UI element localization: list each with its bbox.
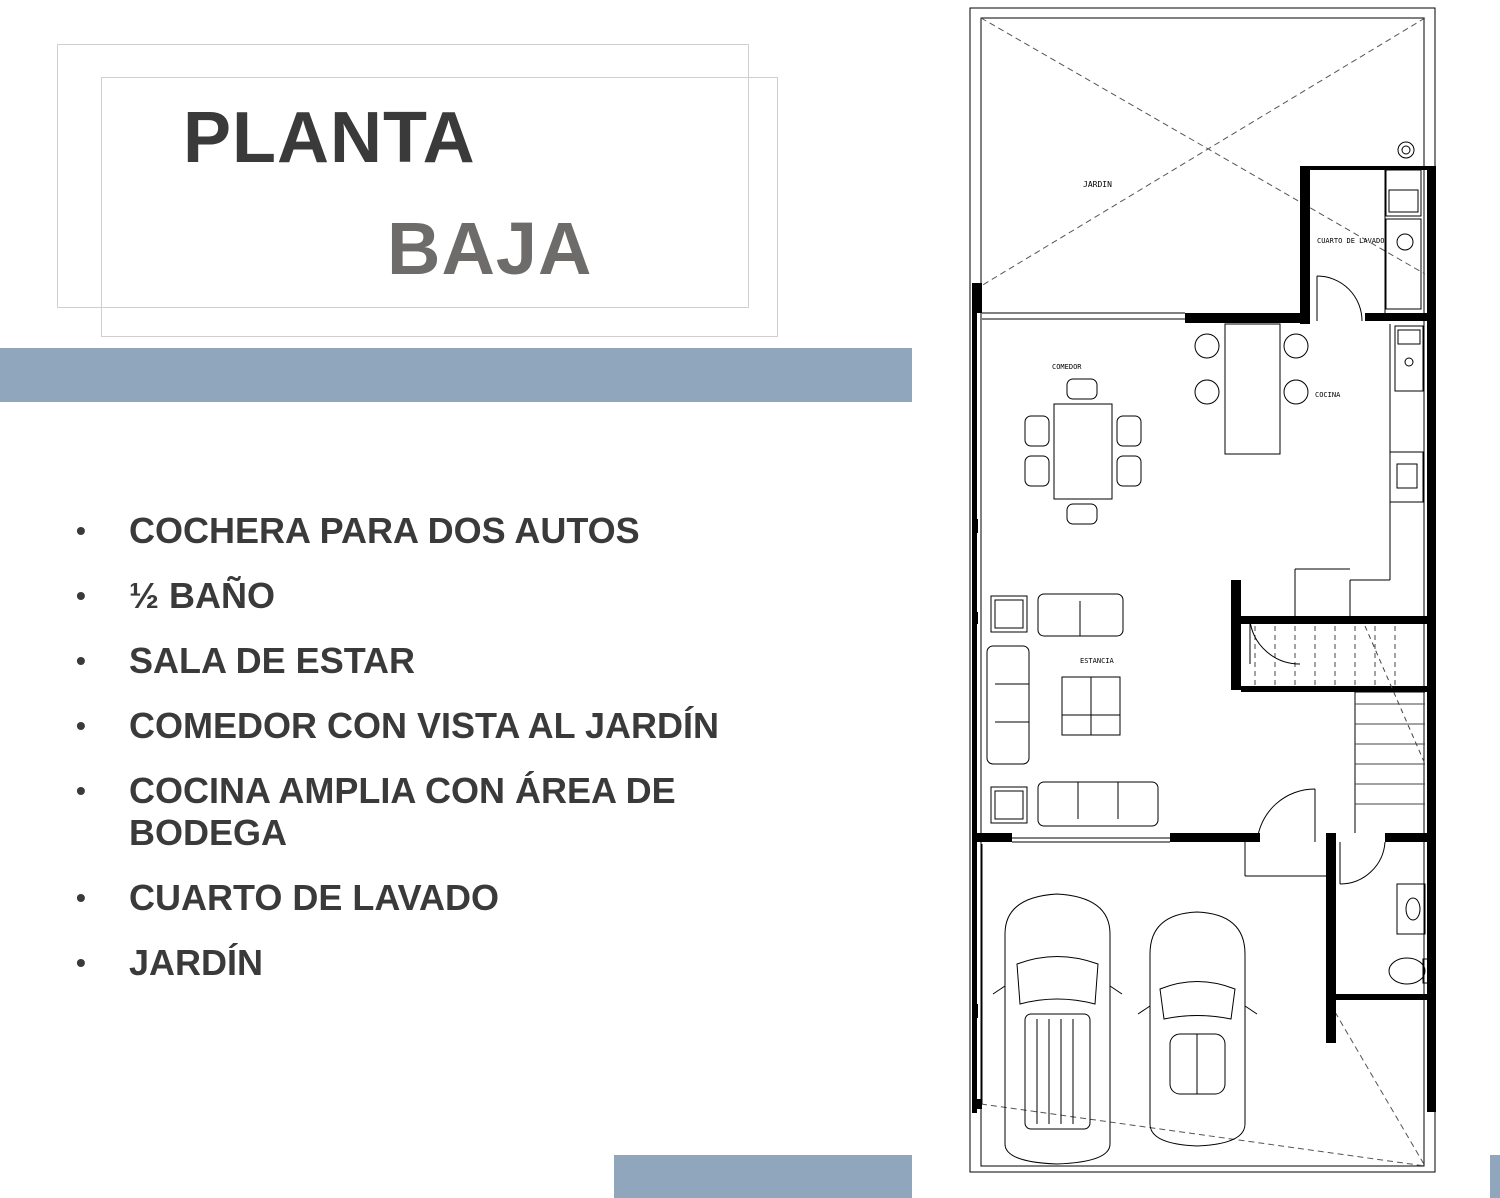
bullet-icon: •	[76, 515, 86, 546]
feature-list	[72, 510, 752, 1007]
walls	[972, 166, 1436, 1113]
feature-text: COCHERA PARA DOS AUTOS	[129, 510, 640, 551]
bullet-icon: •	[76, 775, 86, 806]
stairs	[1255, 626, 1425, 804]
feature-text: COMEDOR CON VISTA AL JARDÍN	[129, 705, 720, 746]
kitchen-fixtures	[1195, 324, 1423, 502]
feature-item	[72, 640, 752, 682]
title-line-1: PLANTA	[183, 98, 476, 178]
bullet-icon: •	[76, 645, 86, 676]
label-cuarto-lavado: CUARTO DE LAVADO	[1317, 237, 1385, 245]
dining-set	[1025, 379, 1141, 524]
label-estancia: ESTANCIA	[1080, 657, 1114, 665]
feature-item	[72, 705, 752, 747]
feature-text: ½ BAÑO	[129, 575, 276, 616]
label-jardin: JARDIN	[1083, 180, 1112, 189]
bullet-icon: •	[76, 710, 86, 741]
accent-band-edge	[1490, 1155, 1500, 1198]
bullet-icon: •	[76, 947, 86, 978]
bathroom-fixtures	[1389, 884, 1429, 984]
car-left-icon	[993, 894, 1122, 1164]
feature-item	[72, 942, 752, 984]
feature-item	[72, 770, 752, 854]
feature-text: COCINA AMPLIA CON ÁREA DE BODEGA	[129, 770, 676, 853]
floor-plan	[965, 4, 1440, 1176]
feature-item	[72, 510, 752, 552]
feature-text: SALA DE ESTAR	[129, 640, 416, 681]
feature-item	[72, 877, 752, 919]
feature-text: CUARTO DE LAVADO	[129, 877, 500, 918]
car-right-icon	[1138, 912, 1257, 1146]
lot-border-inner	[981, 18, 1424, 1166]
bullet-icon: •	[76, 580, 86, 611]
bullet-icon: •	[76, 882, 86, 913]
living-furniture	[987, 594, 1158, 826]
label-cocina: COCINA	[1315, 391, 1341, 399]
accent-band-bottom	[614, 1155, 912, 1198]
accent-band-top	[0, 348, 912, 402]
label-comedor: COMEDOR	[1052, 363, 1082, 371]
feature-item	[72, 575, 752, 617]
wall-lines	[982, 170, 1425, 1104]
garden-hatch	[981, 18, 1425, 1166]
feature-text: JARDÍN	[129, 942, 264, 983]
title-line-2: BAJA	[387, 207, 593, 290]
